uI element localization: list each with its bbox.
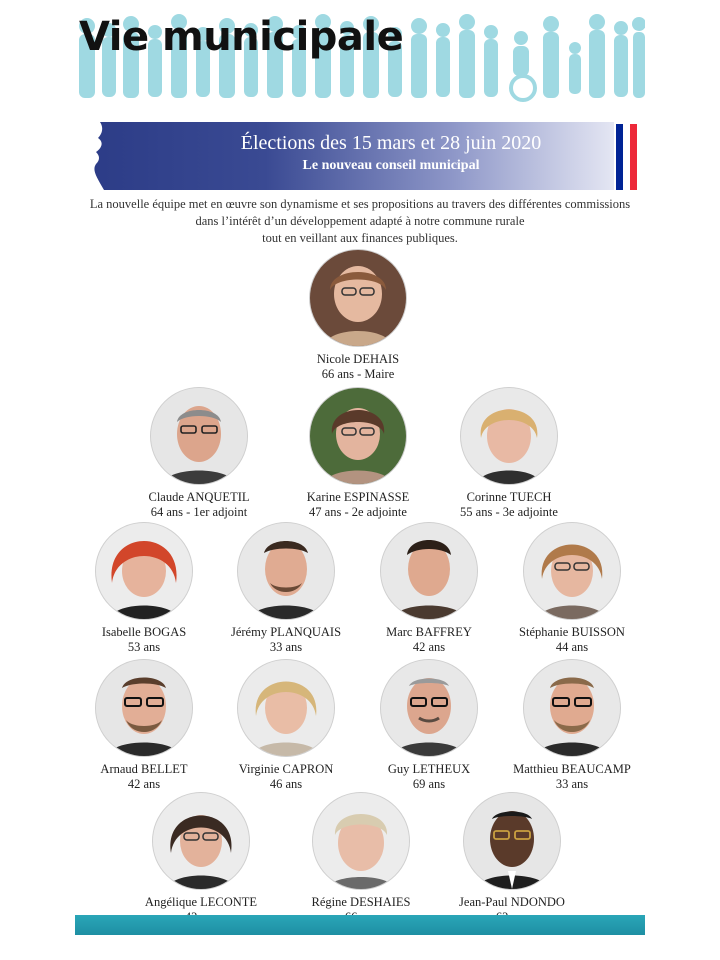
french-flag-icon [616,124,637,190]
member-photo [310,388,406,484]
header-banner [75,8,645,104]
member-name: Angélique LECONTE [144,895,258,909]
member-name: Corinne TUECH [466,490,552,504]
member-name: Arnaud BELLET [100,762,188,776]
member-role: 55 ans - 3e adjointe [460,505,558,519]
member-name: Guy LETHEUX [387,762,471,776]
intro-line: dans l’intérêt d’un développement adapté à notre commune rurale [195,214,525,228]
member-role: 33 ans [269,640,303,654]
member-name: Jérémy PLANQUAIS [230,625,342,639]
member-role: 33 ans [555,777,589,791]
member-photo [153,793,249,889]
council-member-card [424,388,594,520]
member-name: Régine DESHAIES [311,895,411,909]
member-photo [96,523,192,619]
council-member-card [273,388,443,520]
member-photo [464,793,560,889]
member-photo [381,660,477,756]
member-photo [238,660,334,756]
member-name: Claude ANQUETIL [148,490,250,504]
election-title: Élections des 15 mars et 28 juin 2020 [240,132,542,154]
intro-line: tout en veillant aux finances publiques. [262,231,458,245]
member-photo [313,793,409,889]
council-member-card [427,793,597,925]
member-name: Matthieu BEAUCAMP [513,762,631,776]
member-role: 69 ans [412,777,446,791]
footer-bar [75,915,645,935]
member-role: 66 ans - Maire [321,367,395,381]
member-name: Stéphanie BUISSON [519,625,625,639]
member-role: 42 ans [412,640,446,654]
council-member-card [487,660,657,792]
member-name: Karine ESPINASSE [306,490,410,504]
member-name: Isabelle BOGAS [101,625,187,639]
member-photo [524,660,620,756]
member-photo [238,523,334,619]
member-name: Nicole DEHAIS [316,352,400,366]
member-role: 46 ans [269,777,303,791]
member-role: 44 ans [555,640,589,654]
member-photo [381,523,477,619]
council-member-card [487,523,657,655]
council-member-card [276,793,446,925]
member-name: Jean-Paul NDONDO [459,895,565,909]
member-role: 64 ans - 1er adjoint [150,505,248,519]
council-member-card [273,250,443,382]
member-photo [96,660,192,756]
election-band [78,122,614,190]
member-name: Marc BAFFREY [386,625,472,639]
intro-text [60,196,660,247]
member-photo [310,250,406,346]
member-name: Virginie CAPRON [238,762,334,776]
member-photo [151,388,247,484]
intro-line: La nouvelle équipe met en œuvre son dynamisme et ses propositions au travers des différentes commissions [89,197,631,211]
page-title: Vie municipale [79,14,404,60]
member-photo [461,388,557,484]
member-role: 53 ans [127,640,161,654]
election-subtitle: Le nouveau conseil municipal [302,158,480,173]
council-member-card [116,793,286,925]
member-role: 47 ans - 2e adjointe [309,505,407,519]
member-role: 42 ans [127,777,161,791]
member-photo [524,523,620,619]
council-member-card [114,388,284,520]
